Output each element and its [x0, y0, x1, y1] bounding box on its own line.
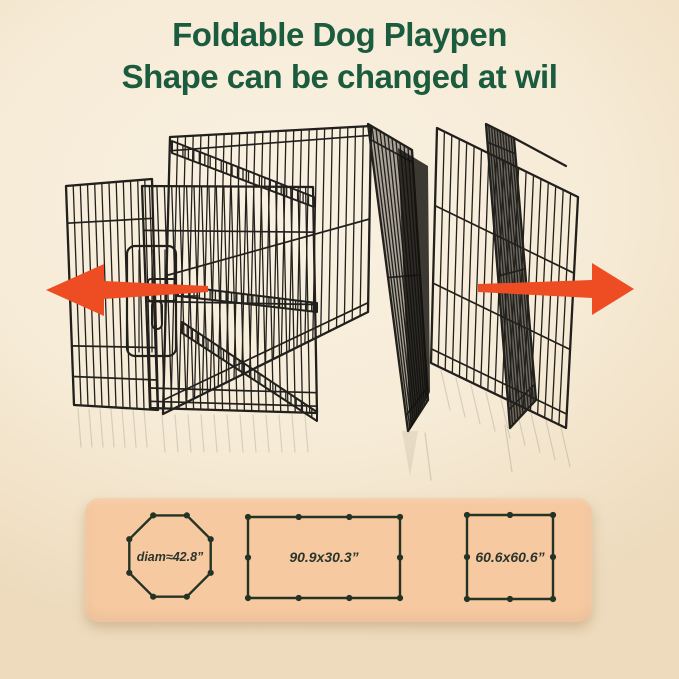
panel-joint-dot — [464, 512, 470, 518]
panel-joint-dot — [550, 512, 556, 518]
square-shape-diagram — [464, 512, 556, 602]
floor-reflection — [78, 371, 570, 480]
panel-joint-dot — [397, 554, 403, 560]
panel-joint-dot — [245, 554, 251, 560]
panel-joint-dot — [208, 570, 214, 576]
panel-joint-dot — [296, 595, 302, 601]
back-panel — [163, 126, 371, 414]
square-dimension-label: 60.6x60.6” — [475, 549, 545, 565]
panel-joint-dot — [464, 596, 470, 602]
rectangle-dimension-label: 90.9x30.3” — [289, 549, 359, 565]
panel-joint-dot — [184, 594, 190, 600]
panel-joint-dot — [296, 514, 302, 520]
shape-diagrams — [85, 498, 592, 622]
panel-joint-dot — [126, 536, 132, 542]
title-line-2: Shape can be changed at wil — [121, 57, 558, 95]
panel-joint-dot — [245, 595, 251, 601]
panel-joint-dot — [346, 514, 352, 520]
panel-joint-dot — [550, 554, 556, 560]
octagon-dimension-label: diam≈42.8” — [136, 550, 204, 564]
panel-joint-dot — [397, 595, 403, 601]
panel-joint-dot — [464, 554, 470, 560]
rectangle-shape-diagram — [245, 514, 403, 601]
poster-title — [0, 14, 679, 97]
panel-joint-dot — [208, 536, 214, 542]
panel-joint-dot — [245, 514, 251, 520]
panel-joint-dot — [507, 512, 513, 518]
panel-joint-dot — [150, 594, 156, 600]
panel-joint-dot — [397, 514, 403, 520]
size-options-panel — [85, 498, 592, 622]
playpen-panels — [66, 124, 578, 431]
panel-joint-dot — [346, 595, 352, 601]
octagon-shape-diagram — [126, 512, 214, 600]
panel-joint-dot — [184, 512, 190, 518]
panel-joint-dot — [126, 570, 132, 576]
panel-joint-dot — [507, 596, 513, 602]
title-line-1: Foldable Dog Playpen — [172, 16, 507, 53]
panel-joint-dot — [150, 512, 156, 518]
panel-joint-dot — [550, 596, 556, 602]
